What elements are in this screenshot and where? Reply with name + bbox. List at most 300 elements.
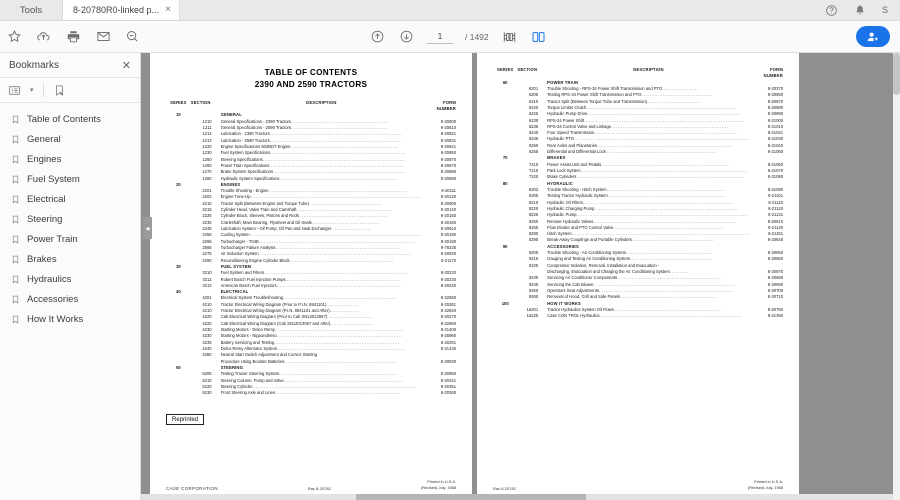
toc-section: 16225 bbox=[526, 313, 539, 319]
toc-description: Lubrication - 2590 Tractors................................................................................ bbox=[220, 137, 402, 143]
tab-document-label: 8-20780R0-linked p... bbox=[73, 5, 160, 15]
toc-section: 9225 bbox=[528, 262, 539, 268]
bookmark-item-9[interactable] bbox=[0, 289, 140, 309]
bookmark-label: Hydraulics bbox=[27, 273, 72, 285]
toc-leader-dots: ........................................... bbox=[641, 92, 713, 98]
close-icon[interactable]: ✕ bbox=[121, 59, 131, 72]
toc-section: 2255 bbox=[202, 232, 212, 238]
toc-description: Delco-Remy Alternator System.............................................................................. bbox=[220, 345, 406, 351]
bookmark-item-1[interactable] bbox=[0, 129, 140, 149]
toc-description: ELECTRICAL bbox=[220, 289, 249, 295]
toc-row[interactable] bbox=[166, 390, 456, 396]
toc-form-number: 8-21140 bbox=[768, 224, 783, 230]
toc-description: Turbocharger Failure Analysis............................................................................ bbox=[220, 244, 401, 250]
toc-description: Hydraulic Oil Filters........................................................................................... bbox=[547, 199, 734, 205]
toc-series: 80 bbox=[502, 180, 508, 186]
bookmark-icon bbox=[11, 294, 20, 305]
toc-form-number: 8-20160 bbox=[440, 219, 456, 225]
toc-description: Cylinder Block, Sleeves, Pistons and Rods...................................................... bbox=[220, 213, 388, 219]
toc-description: Brake System Specifications................................................................................ bbox=[220, 169, 406, 175]
toc-form-number: 8-20270 bbox=[440, 314, 456, 320]
toc-leader-dots: ................................................................. bbox=[290, 143, 398, 149]
toolbar-page-nav bbox=[141, 28, 547, 45]
toc-description: Engine Tune-Up........................................................................................................ bbox=[220, 194, 423, 200]
toc-form-number: 8-20710 bbox=[767, 294, 783, 300]
toc-form-number: 8-21050 bbox=[767, 149, 783, 155]
toc-description: Starting Motors - Nippondenso............................................................................ bbox=[220, 333, 403, 339]
toc-form-number: 8-21080 bbox=[767, 174, 783, 180]
document-viewer bbox=[141, 53, 893, 500]
toc-section: 6245 bbox=[528, 136, 539, 142]
toc-description: Steering Column, Pump and Valve........................................................................ bbox=[220, 377, 403, 383]
toc-leader-dots: ................................................................................................. bbox=[583, 117, 745, 123]
toc-section: 7220 bbox=[528, 174, 539, 180]
toc-description: Torque Limiter Clutch........................................................................................... bbox=[547, 104, 737, 110]
chevron-down-icon[interactable]: ▾ bbox=[30, 87, 34, 94]
toc-form-number: 8-21400 bbox=[440, 327, 456, 333]
toc-section: 9245 bbox=[528, 281, 539, 287]
bookmark-label: Steering bbox=[27, 213, 63, 225]
toc-series: 30 bbox=[176, 263, 181, 269]
toc-leader-dots: ............................................................... bbox=[617, 275, 722, 281]
footer-print-info bbox=[421, 479, 456, 491]
bookmark-icon bbox=[11, 214, 20, 225]
toc-body-right bbox=[493, 80, 783, 320]
toc-leader-dots: .................................................... bbox=[626, 250, 713, 256]
arrow-down-circle-icon[interactable] bbox=[398, 28, 415, 45]
vertical-scrollbar[interactable] bbox=[893, 53, 900, 500]
toc-description: POWER TRAIN bbox=[547, 79, 579, 85]
toc-form-number: 8-20240 bbox=[440, 282, 456, 288]
bookmark-icon bbox=[11, 114, 20, 125]
toc-description: Servicing the Cab Blower...................................................................................... bbox=[547, 281, 736, 287]
toc-section: 4201 bbox=[202, 295, 212, 301]
toc-form-number: 8-20230 bbox=[440, 276, 456, 282]
toc-section: 3210 bbox=[202, 270, 212, 276]
bookmark-item-4[interactable] bbox=[0, 189, 140, 209]
header-series: SERIES bbox=[170, 99, 187, 105]
arrow-up-circle-icon[interactable] bbox=[369, 28, 386, 45]
toc-leader-dots: .................................................................................. bbox=[598, 287, 735, 293]
toc-form-number: 8-20690 bbox=[767, 281, 783, 287]
footer-rac-number: Rac 8-20782 bbox=[493, 486, 516, 491]
toc-description: Tractor Electrical Wiring Diagram (P.I.N. 8841101 and After).................. bbox=[220, 308, 360, 314]
toc-form-number: 8-21000 bbox=[767, 117, 783, 123]
toc-form-number: 8-22840 bbox=[440, 308, 456, 314]
toc-form-number: 8-21430 bbox=[440, 345, 456, 351]
toc-leader-dots: ...................................................... bbox=[298, 213, 388, 219]
toc-leader-dots: .................................................................................. bbox=[597, 142, 733, 148]
header-section: SECTION bbox=[190, 99, 211, 105]
footer-revision: (Revised) July, 1988 bbox=[747, 485, 783, 491]
bookmark-icon bbox=[11, 234, 20, 245]
reprinted-stamp: Reprinted bbox=[166, 414, 204, 425]
toc-form-number: 8-21101 bbox=[768, 193, 783, 199]
tab-document[interactable] bbox=[62, 0, 180, 20]
toc-form-number: 8-21040 bbox=[767, 142, 783, 148]
toc-description: Testing RPS-34 Power Shift Transmission and PTO........................................... bbox=[547, 92, 713, 98]
vertical-scrollbar-thumb[interactable] bbox=[893, 53, 900, 95]
toc-leader-dots: .............................................................................. bbox=[277, 345, 406, 351]
toc-leader-dots: ..................................................................... bbox=[284, 358, 399, 364]
toc-section: 8280 bbox=[528, 231, 539, 237]
toc-section: 4230 bbox=[202, 327, 212, 333]
toc-form-number: 8-21151 bbox=[768, 231, 783, 237]
header-form-number: NUMBER bbox=[436, 106, 456, 112]
toc-form-number: 8-20930 bbox=[440, 358, 456, 364]
help-circle-icon[interactable] bbox=[825, 4, 838, 17]
toc-form-number: 8-21350 bbox=[767, 313, 783, 319]
toc-form-number: 8-20610 bbox=[767, 218, 783, 224]
toc-form-number: 8-20660 bbox=[767, 256, 783, 262]
toc-leader-dots: ........... bbox=[669, 269, 688, 274]
toc-leader-dots: ....................................................................................... bbox=[593, 218, 737, 224]
toc-description: Trouble Shooting - Engine.................................................................................... bbox=[220, 188, 408, 194]
toc-description: Engine Specifications 504BDT Engine................................................................. bbox=[220, 143, 398, 149]
account-avatar[interactable]: S bbox=[881, 5, 888, 15]
toc-description: Break-Away Couplings and Portable Cylinders.................................................. bbox=[547, 237, 715, 243]
document-title bbox=[166, 67, 456, 91]
toc-leader-dots: ....................................................................................... bbox=[264, 270, 408, 276]
toolbar-divider bbox=[43, 83, 44, 97]
toc-description: RPS-34 Control Valve and Linkage....................................................................... bbox=[547, 123, 729, 129]
page-number-input[interactable] bbox=[427, 29, 453, 44]
close-icon[interactable]: × bbox=[165, 4, 171, 15]
toc-form-number: 8-20370 bbox=[767, 85, 783, 91]
toc-description: Brake Cylinders...................................................................................................... bbox=[547, 174, 745, 180]
toc-description: Tractor Hydraulics System Oil Flows................................................................. bbox=[547, 306, 722, 312]
toc-leader-dots: ....................................................................................... bbox=[594, 205, 738, 211]
toc-leader-dots: .............................................................................. bbox=[274, 327, 404, 333]
toc-section: 9215 bbox=[528, 256, 539, 262]
page-footer-right bbox=[493, 479, 783, 491]
toc-leader-dots: .................................................................................. bbox=[269, 162, 405, 168]
toc-leader-dots: .................. bbox=[329, 308, 360, 314]
document-page-left bbox=[150, 53, 472, 500]
toc-section: 6210 bbox=[528, 98, 539, 104]
bookmark-icon bbox=[11, 314, 20, 325]
toc-form-number: 8-20870 bbox=[440, 156, 456, 162]
toc-description: Compressor Isolation, Removal, Installation and Evacuation - bbox=[547, 262, 660, 268]
toc-leader-dots: ........................................................................................... bbox=[586, 104, 737, 110]
toc-section: 3212 bbox=[202, 276, 212, 282]
toc-leader-dots: .......................................................................................................... bbox=[574, 136, 749, 142]
toc-series: 70 bbox=[502, 155, 508, 161]
toc-section: 2201 bbox=[202, 188, 212, 194]
toc-section: 6220 bbox=[528, 104, 539, 110]
toc-leader-dots: ................................................................................................... bbox=[252, 383, 416, 389]
bookmark-item-3[interactable] bbox=[0, 169, 140, 189]
toc-leader-dots: .................................................................................. bbox=[270, 150, 406, 156]
toc-form-number: 8-20960 bbox=[767, 92, 783, 98]
toc-description: Lubrication System - Oil Pump, Oil Pan and Heat Exchanger........................ bbox=[220, 226, 371, 232]
bookmark-item-2[interactable] bbox=[0, 149, 140, 169]
toc-description: Tractor Split (Between Engine and Torque Tube)............................................ bbox=[220, 200, 382, 206]
toc-section: 1220 bbox=[202, 143, 212, 149]
toc-section: 8220 bbox=[528, 205, 539, 211]
toc-leader-dots: ....................................................................... bbox=[611, 123, 729, 129]
toc-form-number: 8-20650 bbox=[767, 250, 783, 256]
toc-description: Trouble Shooting - RPS-34 Power Shift Transmission and PTO...................... bbox=[547, 85, 699, 91]
toc-section: 2225 bbox=[202, 213, 212, 219]
toc-description: Cab Electrical Wiring Diagram (Prior to Cab SN12013067)............................ bbox=[220, 314, 374, 320]
tab-tools[interactable] bbox=[0, 0, 62, 20]
document-title-line1: TABLE OF CONTENTS bbox=[264, 68, 358, 77]
bookmark-label: Fuel System bbox=[27, 173, 80, 185]
toolbar-right-group bbox=[856, 26, 900, 47]
upload-cloud-icon[interactable] bbox=[36, 28, 53, 45]
bookmark-item-0[interactable] bbox=[0, 109, 140, 129]
toc-form-number: 8-20880 bbox=[440, 169, 456, 175]
toc-leader-dots: .................................................. bbox=[632, 237, 715, 243]
toc-section: 9205 bbox=[528, 250, 539, 256]
bookmark-item-6[interactable] bbox=[0, 229, 140, 249]
toc-form-number: 8-20640 bbox=[767, 237, 783, 243]
toc-description: Testing Tractor Hydraulic System....................................................................... bbox=[547, 193, 725, 199]
bookmarks-list bbox=[0, 103, 140, 329]
footer-revision: (Revised) July, 1988 bbox=[420, 485, 456, 491]
toc-leader-dots: ...................................................................................................... bbox=[576, 174, 745, 180]
toc-form-number: 8-20190 bbox=[440, 238, 456, 244]
toc-row[interactable] bbox=[493, 313, 783, 319]
footer-printed-in: Printed in U.S.A. bbox=[754, 479, 783, 485]
toc-description: Electrical System Troubleshooting..................................................................... bbox=[220, 295, 397, 301]
toc-section: 4235 bbox=[202, 339, 212, 345]
toc-form-number: 8-21131 bbox=[768, 212, 783, 218]
toc-form-number: 8-20291 bbox=[440, 339, 456, 345]
toc-section: 6235 bbox=[528, 123, 539, 129]
toc-description: Four Speed Transmission....................................................................................... bbox=[547, 130, 738, 136]
toc-leader-dots: ...................................................................................... bbox=[593, 281, 736, 287]
toc-section: 4210 bbox=[202, 301, 212, 307]
toc-form-number: 9-78235 bbox=[440, 244, 456, 250]
toc-leader-dots: ................................................................................ bbox=[273, 169, 406, 175]
toc-description: Starting Motors - Delco Remy.............................................................................. bbox=[220, 327, 404, 333]
two-page-view-icon[interactable] bbox=[530, 28, 547, 45]
bookmark-icon bbox=[11, 254, 20, 265]
toc-section: 5205 bbox=[202, 371, 212, 377]
toc-leader-dots: ................................................................... bbox=[613, 224, 724, 230]
toc-form-number: 8-21170 bbox=[441, 257, 456, 263]
toc-leader-dots: ................................. bbox=[647, 98, 702, 104]
toc-leader-dots: ............................................................................ bbox=[275, 244, 401, 250]
toc-leader-dots: ..................................................................................................... bbox=[580, 168, 748, 173]
bookmark-item-7[interactable] bbox=[0, 249, 140, 269]
toc-leader-dots: ........................................................................ bbox=[279, 175, 399, 181]
toc-leader-dots: ................................................................................ bbox=[269, 131, 402, 137]
toc-description: FUEL SYSTEM bbox=[220, 263, 252, 269]
toc-leader-dots: ........................................................................ bbox=[283, 377, 403, 383]
toc-description: HOW IT WORKS bbox=[547, 300, 581, 306]
toc-description: Park Lock System..................................................................................................... bbox=[547, 168, 748, 173]
bell-icon[interactable] bbox=[854, 4, 866, 16]
toc-series: 100 bbox=[501, 300, 509, 306]
toc-leader-dots: ................................................................... bbox=[605, 149, 717, 155]
toc-section: 2210 bbox=[202, 200, 212, 206]
toc-description: Flow Divider and PTO Control Valve................................................................... bbox=[547, 224, 724, 230]
toc-section: 4240 bbox=[202, 345, 212, 351]
toc-section: 6255 bbox=[528, 149, 539, 155]
toc-section: 1250 bbox=[202, 156, 212, 162]
toc-section: 6225 bbox=[528, 111, 539, 117]
toc-section: 4210 bbox=[202, 308, 212, 314]
bookmark-label: Electrical bbox=[27, 193, 66, 205]
toc-description: Removal of Hood, Grill and Side Panels........................................................... bbox=[547, 294, 718, 300]
toc-section: 2215 bbox=[202, 207, 212, 213]
bookmark-item-10[interactable] bbox=[0, 309, 140, 329]
toc-description: BRAKES bbox=[547, 155, 566, 161]
bookmarks-header bbox=[0, 53, 140, 78]
toc-form-number: 8-20970 bbox=[767, 98, 783, 104]
header-description: DESCRIPTION bbox=[633, 67, 664, 72]
toc-series: 50 bbox=[176, 364, 181, 370]
toc-description: Crankshaft, Main Bearing, Flywheel and Oil Seals......................................... bbox=[220, 219, 380, 225]
toc-description: Procedure Using Booster Batteries..................................................................... bbox=[220, 358, 399, 364]
toc-description: Reconditioning Engine Cylinder Block............................................................... bbox=[220, 257, 394, 263]
footer-company: CASE CORPORATION bbox=[166, 486, 218, 491]
toc-section: 6240 bbox=[528, 130, 539, 136]
horizontal-scrollbar[interactable] bbox=[141, 494, 893, 500]
toc-form-number: 8-20890 bbox=[440, 175, 456, 181]
toc-section: 4280 bbox=[202, 352, 212, 358]
toc-leader-dots: ............................ bbox=[327, 314, 374, 320]
sidebar-collapse-handle[interactable]: ◂ bbox=[143, 217, 152, 239]
toc-form-number: 8-20680 bbox=[767, 275, 783, 281]
toc-leader-dots: .......................... bbox=[330, 320, 374, 326]
toc-description: Case CON TROL Hydraulics...................................................................................... bbox=[547, 313, 742, 319]
toc-section: 8290 bbox=[528, 237, 539, 243]
toc-leader-dots: ........................ bbox=[331, 226, 371, 232]
toc-form-number: 8-20800 bbox=[440, 118, 456, 124]
toc-section: 1230 bbox=[202, 150, 212, 156]
toc-form-number: 8-20841 bbox=[440, 143, 456, 149]
toc-section: 3213 bbox=[202, 282, 212, 288]
toc-leader-dots: ............................................................................................................ bbox=[571, 231, 750, 237]
toc-form-number: 8-20220 bbox=[440, 270, 456, 276]
document-page-right bbox=[477, 53, 799, 500]
bookmark-label: How It Works bbox=[27, 313, 84, 325]
toc-description: Hydraulic Charging Pump....................................................................................... bbox=[547, 205, 738, 211]
tab-tools-label: Tools bbox=[19, 4, 43, 16]
toc-description: Air Induction System............................................................................................. bbox=[220, 251, 413, 257]
toc-body-left bbox=[166, 112, 456, 396]
toc-description: Hydraulic System Specifications........................................................................ bbox=[220, 175, 399, 181]
toc-form-number: 8-21021 bbox=[767, 130, 783, 136]
toc-section: 9250 bbox=[528, 287, 539, 293]
toc-form-number: 8-20980 bbox=[767, 104, 783, 110]
toc-section: 7210 bbox=[528, 161, 539, 167]
toc-form-number: 8-20950 bbox=[440, 371, 456, 377]
toc-section: 8255 bbox=[528, 224, 539, 230]
toc-description: Battery Servicing and Testing............................................................................ bbox=[220, 339, 400, 345]
toc-form-number: 8-20360 bbox=[440, 390, 456, 396]
toc-description: Robert Bosch Fuel Injection Pumps..................................................................... bbox=[220, 276, 400, 282]
email-icon[interactable] bbox=[95, 28, 112, 45]
toc-form-number: 8-21030 bbox=[767, 136, 783, 142]
toc-form-number: 8-20870 bbox=[440, 162, 456, 168]
toc-series: 90 bbox=[502, 243, 508, 249]
toc-description: Testing Tractor Steering System........................................................................ bbox=[220, 371, 399, 377]
toc-description: Servicing Air Conditioner Components............................................................... bbox=[547, 275, 722, 281]
toc-section: 1260 bbox=[202, 162, 212, 168]
toc-form-number: 8-20670 bbox=[767, 269, 783, 274]
toc-leader-dots: .......................................................... bbox=[296, 207, 393, 213]
tab-strip bbox=[0, 0, 900, 21]
bookmark-label: General bbox=[27, 133, 61, 145]
toc-form-number: 8-20120 bbox=[440, 194, 456, 200]
toc-leader-dots: .................... bbox=[326, 301, 360, 307]
list-options-icon[interactable] bbox=[8, 84, 21, 97]
new-bookmark-icon[interactable] bbox=[53, 84, 66, 97]
toc-description: Front Steering Axle and Lines............................................................................ bbox=[220, 390, 401, 396]
toc-section: 8202 bbox=[528, 186, 539, 192]
toc-leader-dots: ........................................................................ bbox=[606, 186, 726, 192]
toc-description: Neutral Start Switch Adjustment and Correct Starting bbox=[220, 352, 318, 358]
toc-section: 2565 bbox=[202, 244, 212, 250]
toc-leader-dots: ............................................................................ bbox=[276, 333, 403, 339]
toc-section: 8225 bbox=[528, 212, 539, 218]
header-form: FORM bbox=[770, 67, 783, 72]
fit-page-icon[interactable] bbox=[501, 28, 518, 45]
toc-section: 7215 bbox=[528, 168, 539, 173]
toc-section: 6205 bbox=[528, 92, 539, 98]
bookmarks-title: Bookmarks bbox=[9, 59, 60, 71]
toc-form-number: 8-21060 bbox=[767, 161, 783, 167]
horizontal-scrollbar-thumb[interactable] bbox=[356, 494, 586, 500]
toc-form-number: 8-20900 bbox=[440, 200, 456, 206]
header-section: SECTION bbox=[517, 67, 538, 72]
toc-leader-dots: ............................................................................................. bbox=[258, 251, 413, 257]
toc-form-number: 8-21010 bbox=[767, 123, 783, 129]
header-form: FORM bbox=[443, 99, 456, 105]
bookmark-item-8[interactable] bbox=[0, 269, 140, 289]
page-total-label: / 1492 bbox=[465, 31, 489, 42]
toc-section: 16201 bbox=[526, 306, 539, 312]
toc-section: 1213 bbox=[202, 137, 212, 143]
bookmark-item-5[interactable] bbox=[0, 209, 140, 229]
toc-form-number: 8-20920 bbox=[440, 251, 456, 257]
toc-description: Gauging and Testing Air Conditioning System.................................................. bbox=[547, 256, 713, 262]
zoom-out-icon[interactable] bbox=[124, 28, 141, 45]
bookmark-label: Accessories bbox=[27, 293, 79, 305]
toc-form-number: 8-20810 bbox=[440, 125, 456, 131]
toc-section: 8250 bbox=[528, 218, 539, 224]
toc-form-number: 8-25980 bbox=[440, 333, 456, 339]
print-icon[interactable] bbox=[65, 28, 82, 45]
toc-section: 6230 bbox=[528, 117, 539, 123]
add-user-button[interactable] bbox=[856, 26, 890, 47]
toc-description: Hydraulic PTO.......................................................................................................... bbox=[547, 136, 749, 142]
toolbar-left-group bbox=[0, 28, 141, 45]
header-series: SERIES bbox=[496, 67, 514, 72]
toc-description: ENGINES bbox=[220, 181, 241, 187]
toc-series: 20 bbox=[176, 181, 181, 187]
header-form-number: NUMBER bbox=[763, 73, 783, 79]
toc-leader-dots: ........................................................... bbox=[620, 294, 718, 300]
toc-section: 5220 bbox=[202, 383, 212, 389]
star-icon[interactable] bbox=[6, 28, 23, 45]
toc-table-right bbox=[493, 67, 783, 320]
toc-description: Turbocharger - T04B............................................................................................... bbox=[220, 238, 416, 244]
toc-description: Power Train Specifications.................................................................................. bbox=[220, 162, 405, 168]
toc-description: American Bosch Fuel Injectors............................................................................ bbox=[220, 282, 403, 288]
toc-section: 1270 bbox=[202, 169, 212, 175]
toc-leader-dots: ........................................................................................................ bbox=[250, 194, 423, 200]
bookmark-icon bbox=[11, 274, 20, 285]
toc-form-number: 8-20150 bbox=[440, 213, 456, 219]
toc-section: 4220 bbox=[202, 320, 212, 326]
toc-series: 10 bbox=[176, 112, 181, 118]
